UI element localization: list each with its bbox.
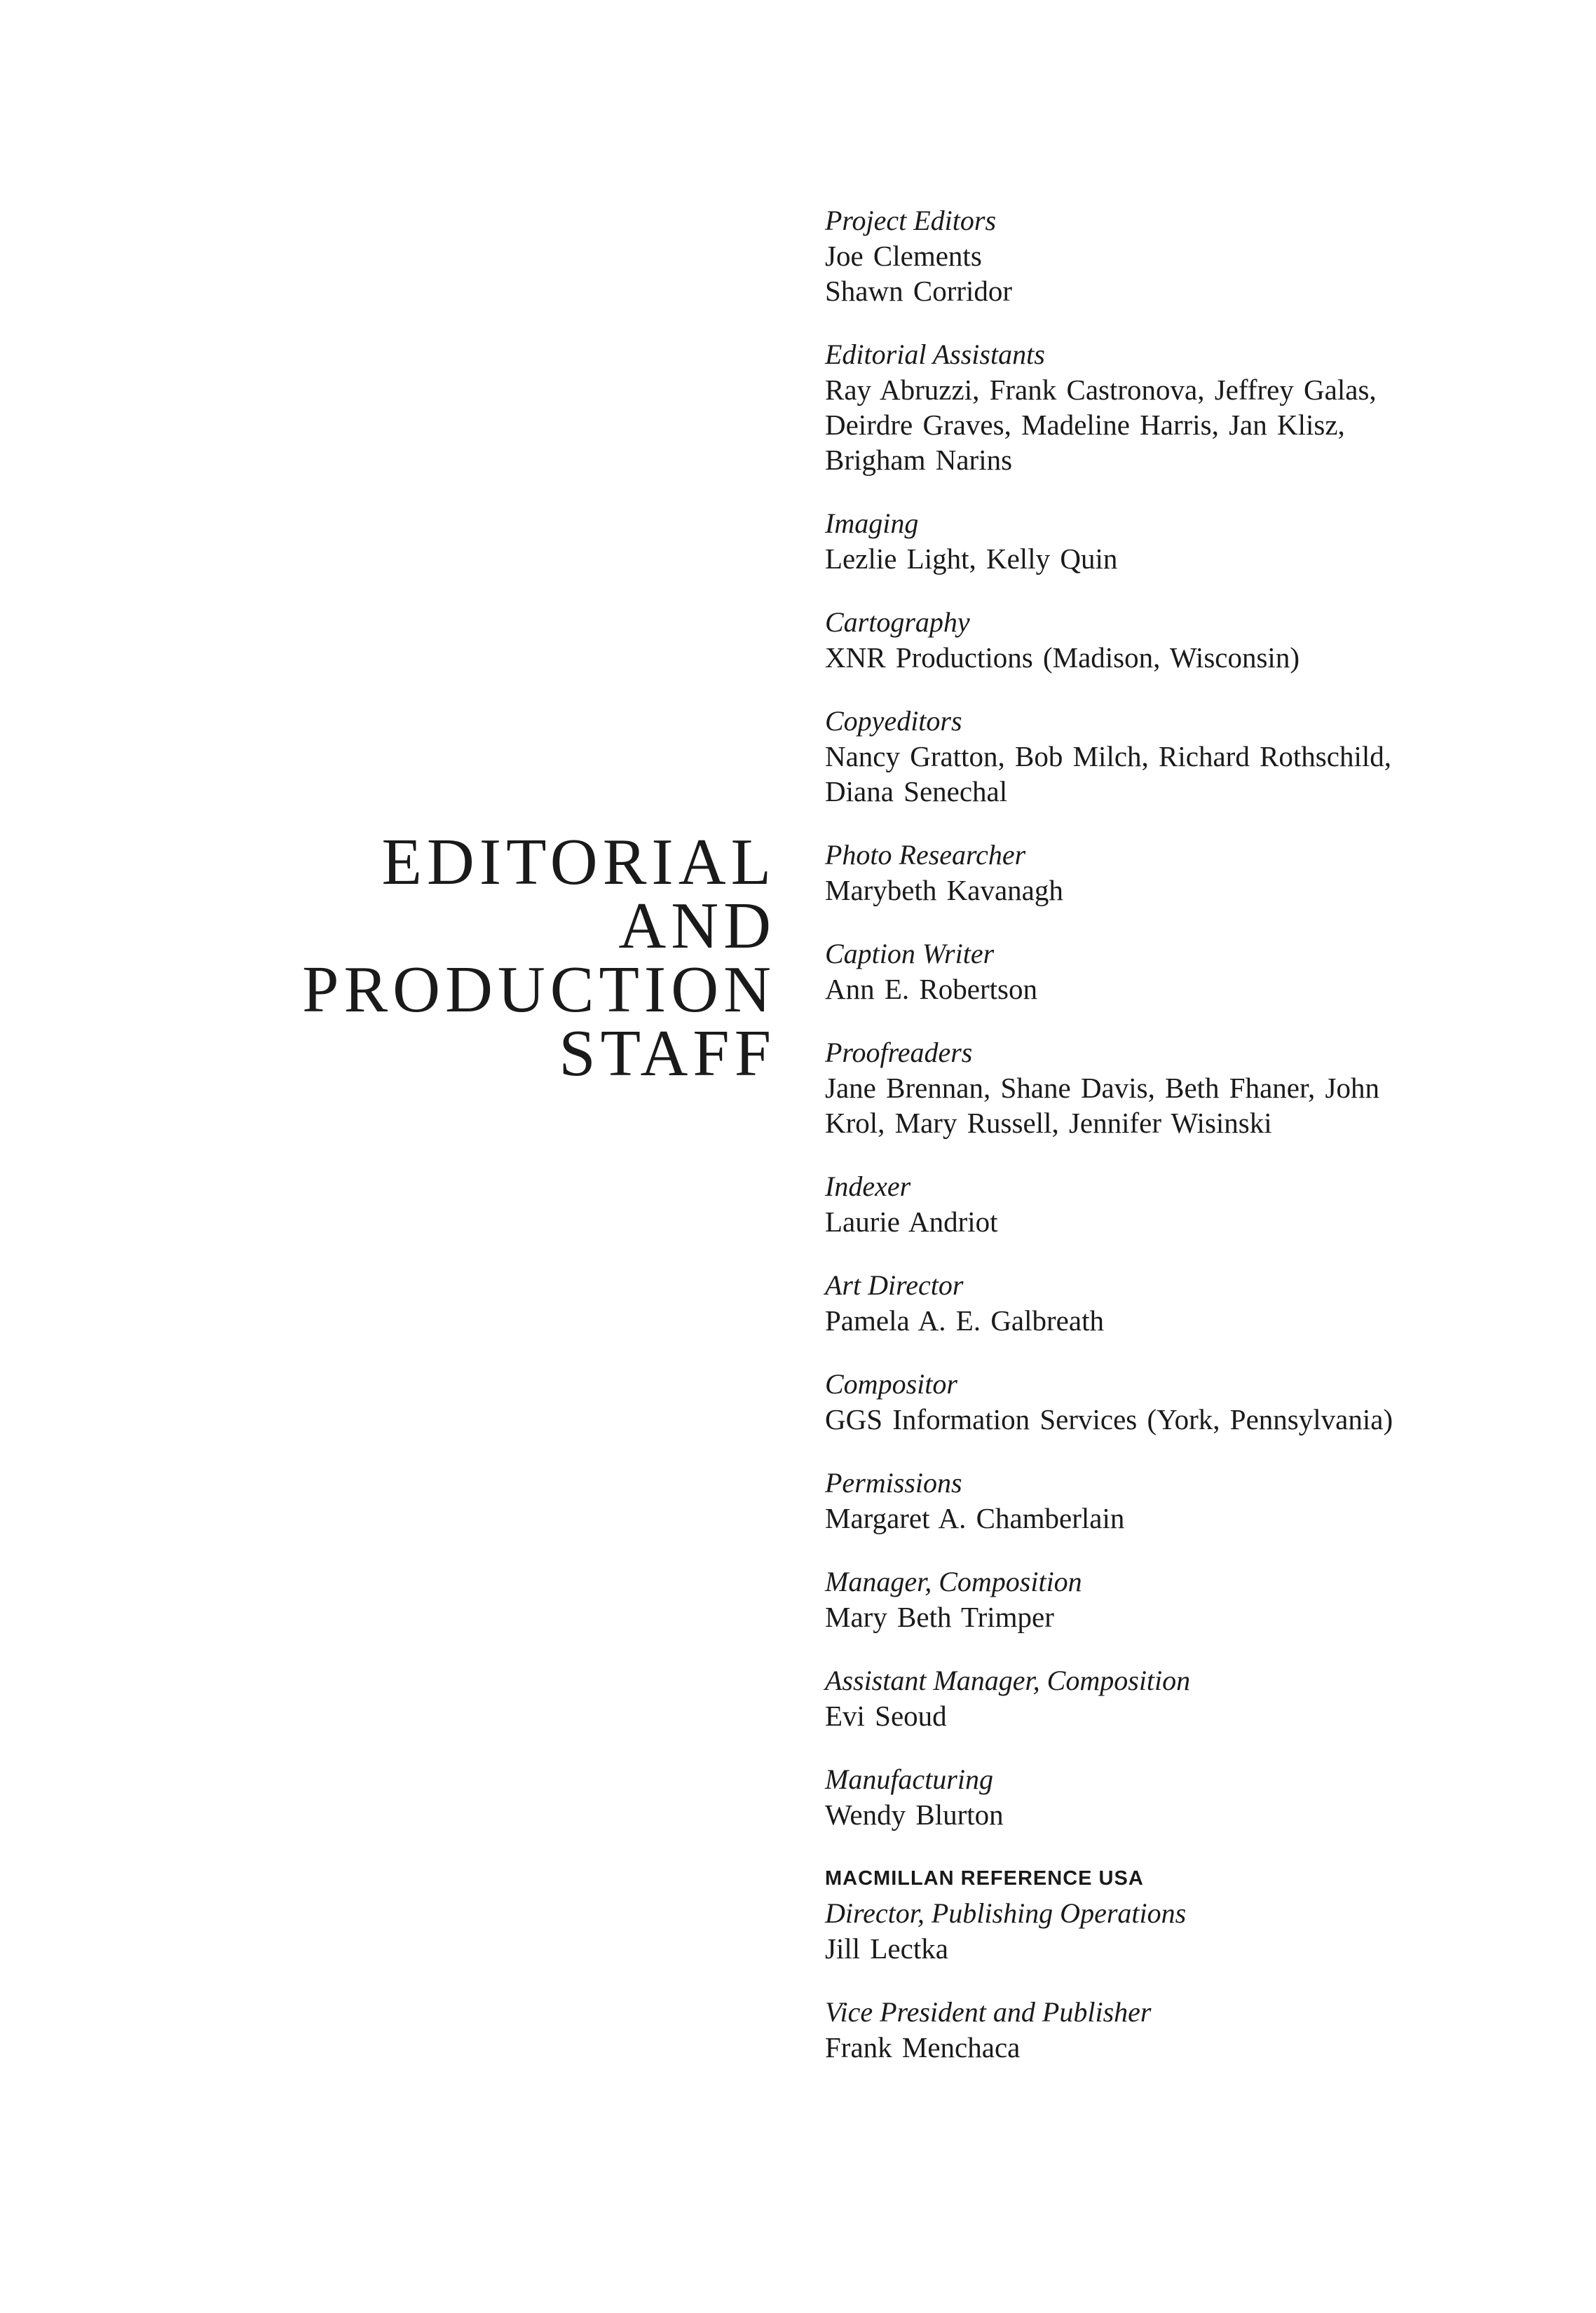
credit-name: Jill Lectka xyxy=(825,1932,948,1965)
credit-name: Ray Abruzzi, Frank Castronova, Jeffrey Galas, xyxy=(825,374,1377,406)
credit-name: Jane Brennan, Shane Davis, Beth Fhaner, John xyxy=(825,1072,1379,1104)
credit-name: Brigham Narins xyxy=(825,444,1013,476)
page-title xyxy=(145,826,776,1090)
credit-role: Proofreaders xyxy=(825,1037,973,1068)
credit-role: Imaging xyxy=(825,507,919,539)
credit-name: Wendy Blurton xyxy=(825,1799,1004,1831)
credit-block-manager-composition xyxy=(825,1564,1540,1635)
credit-name: Krol, Mary Russell, Jennifer Wisinski xyxy=(825,1107,1272,1139)
credit-name: Lezlie Light, Kelly Quin xyxy=(825,543,1118,575)
page-title-line: EDITORIAL xyxy=(381,826,776,899)
credit-block-assistant-manager-composition xyxy=(825,1663,1540,1733)
credit-name: Marybeth Kavanagh xyxy=(825,874,1063,906)
credit-block-permissions xyxy=(825,1466,1540,1536)
credit-role: Director, Publishing Operations xyxy=(825,1897,1187,1929)
credit-block-imaging xyxy=(825,506,1540,576)
credit-block-project-editors xyxy=(825,203,1540,308)
credit-name: Ann E. Robertson xyxy=(825,973,1037,1005)
credit-role: Project Editors xyxy=(825,205,997,236)
credit-role: Manufacturing xyxy=(825,1763,993,1795)
credit-block-art-director xyxy=(825,1268,1540,1338)
credit-role: Copyeditors xyxy=(825,705,962,737)
credit-role: Permissions xyxy=(825,1467,962,1499)
credit-name: Deirdre Graves, Madeline Harris, Jan Klisz, xyxy=(825,409,1345,441)
credits-list xyxy=(825,203,1540,2094)
credit-name: XNR Productions (Madison, Wisconsin) xyxy=(825,641,1300,674)
credit-block-director-publishing-operations xyxy=(825,1861,1540,1966)
credit-name: Frank Menchaca xyxy=(825,2031,1021,2063)
credit-name: Evi Seoud xyxy=(825,1700,947,1732)
credit-name: Joe Clements xyxy=(825,240,982,272)
credit-name: Laurie Andriot xyxy=(825,1206,998,1238)
credit-role: Assistant Manager, Composition xyxy=(825,1665,1191,1696)
credit-name: Mary Beth Trimper xyxy=(825,1601,1054,1633)
credit-role: Vice President and Publisher xyxy=(825,1996,1152,2028)
credit-name: GGS Information Services (York, Pennsylvania) xyxy=(825,1403,1393,1435)
credit-role: Photo Researcher xyxy=(825,839,1026,871)
credit-role: Caption Writer xyxy=(825,938,995,969)
credit-block-photo-researcher xyxy=(825,838,1540,908)
credit-name: Shawn Corridor xyxy=(825,275,1013,307)
credit-block-compositor xyxy=(825,1367,1540,1437)
credit-block-editorial-assistants xyxy=(825,337,1540,477)
credit-block-proofreaders xyxy=(825,1035,1540,1140)
credit-block-cartography xyxy=(825,605,1540,675)
credit-block-indexer xyxy=(825,1169,1540,1239)
credit-name: Diana Senechal xyxy=(825,775,1008,807)
credit-role: Compositor xyxy=(825,1368,957,1400)
credit-role: Editorial Assistants xyxy=(825,339,1045,370)
credit-name: Margaret A. Chamberlain xyxy=(825,1502,1125,1534)
credit-role: Cartography xyxy=(825,606,970,638)
publisher-label: MACMILLAN REFERENCE USA xyxy=(825,1867,1144,1890)
page-title-line: PRODUCTION xyxy=(302,953,776,1026)
credit-name: Pamela A. E. Galbreath xyxy=(825,1304,1104,1337)
page-title-line: AND xyxy=(618,889,776,962)
credit-name: Nancy Gratton, Bob Milch, Richard Rothschild, xyxy=(825,740,1391,772)
credit-role: Art Director xyxy=(825,1269,964,1301)
credit-block-caption-writer xyxy=(825,936,1540,1007)
credit-role: Indexer xyxy=(825,1171,911,1202)
credit-block-manufacturing xyxy=(825,1762,1540,1832)
credit-block-vice-president-publisher xyxy=(825,1995,1540,2065)
credit-block-copyeditors xyxy=(825,704,1540,809)
credit-role: Manager, Composition xyxy=(825,1566,1082,1597)
page-title-line: STAFF xyxy=(559,1017,776,1090)
